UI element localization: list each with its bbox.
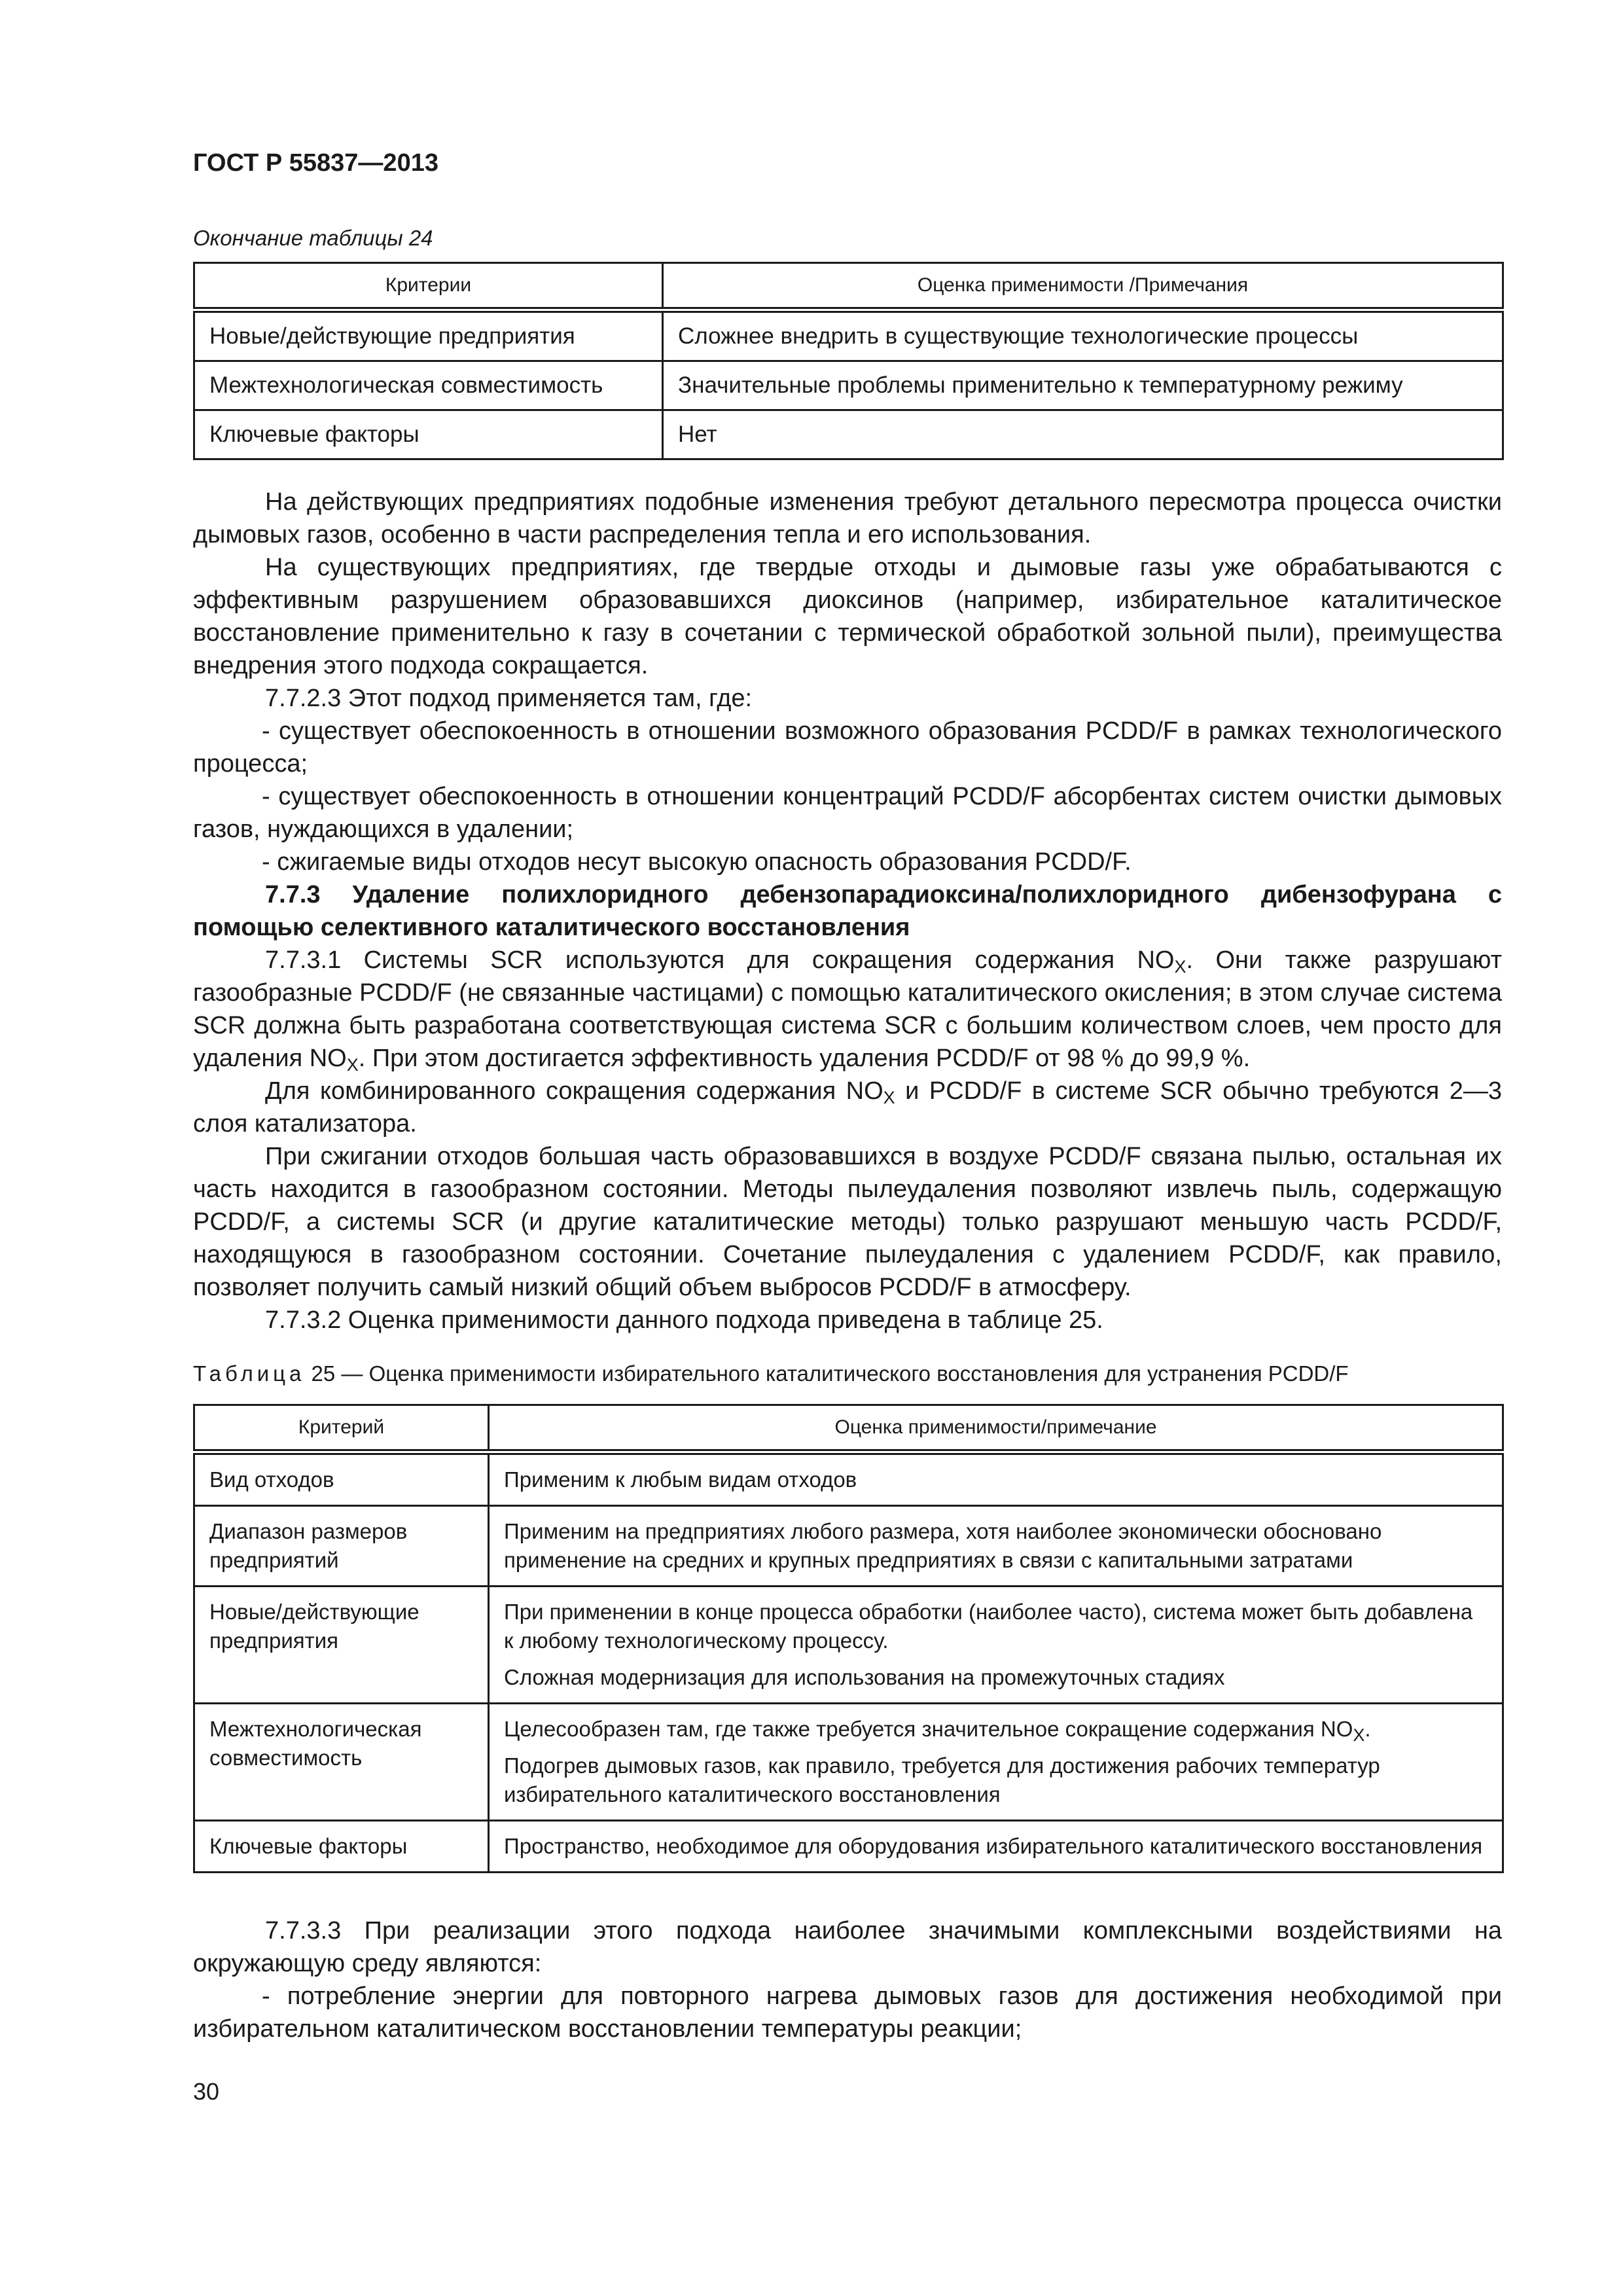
caption-label: Таблица bbox=[193, 1361, 306, 1386]
text-run: Для комбинированного сокращения содержания NO bbox=[265, 1077, 883, 1105]
text-run: 7.7.3.1 Системы SCR используются для сокращения содержания NO bbox=[265, 946, 1175, 974]
paragraph bbox=[193, 944, 1502, 1075]
table-cell: Диапазон размеров предприятий bbox=[194, 1506, 489, 1587]
paragraph: На существующих предприятиях, где твердые отходы и дымовые газы уже обрабатываются с эффективным разрушением образовавшихся диоксинов (например, избирательное каталитическое восстановление применительно к газу в сочетании с термической обработкой зольной пыли), преимущества внедрения этого подхода сокращается. bbox=[193, 554, 1502, 679]
table-row bbox=[194, 1704, 1503, 1821]
subscript: X bbox=[883, 1088, 895, 1107]
table-header-row bbox=[194, 263, 1503, 310]
table-row bbox=[194, 410, 1503, 459]
caption-text: 25 — Оценка применимости избирательного каталитического восстановления для устранения PCDD/F bbox=[305, 1361, 1349, 1386]
text-run: и PCDD/F в системе SCR обычно требуются 2—3 слоя катализатора. bbox=[193, 1077, 1503, 1138]
subscript: X bbox=[1174, 957, 1186, 977]
table-24 bbox=[193, 262, 1504, 460]
table-row bbox=[194, 1587, 1503, 1704]
table-cell: Применим к любым видам отходов bbox=[489, 1452, 1503, 1506]
paragraph bbox=[193, 1075, 1502, 1140]
text-run: Целесообразен там, где также требуется значительное сокращение содержания NO bbox=[504, 1717, 1353, 1741]
table-cell: Новые/действующие предприятия bbox=[194, 310, 663, 361]
table-cell: Межтехнологическая совместимость bbox=[194, 361, 663, 410]
body-text bbox=[193, 486, 1502, 1336]
table-cell: Сложнее внедрить в существующие технологические процессы bbox=[663, 310, 1503, 361]
table-row bbox=[194, 310, 1503, 361]
table-row bbox=[194, 361, 1503, 410]
page-number: 30 bbox=[193, 2078, 220, 2105]
column-header: Оценка применимости /Примечания bbox=[663, 263, 1503, 310]
table-cell: Значительные проблемы применительно к температурному режиму bbox=[663, 361, 1503, 410]
table-cell bbox=[489, 1704, 1503, 1821]
list-item: - потребление энергии для повторного нагрева дымовых газов для достижения необходимой при избирательном каталитическом восстановлении температуры реакции; bbox=[193, 1982, 1502, 2043]
list-item: - существует обеспокоенность в отношении возможного образования PCDD/F в рамках технологического процесса; bbox=[193, 717, 1502, 778]
table-cell: Нет bbox=[663, 410, 1503, 459]
paragraph: 7.7.3.2 Оценка применимости данного подхода приведена в таблице 25. bbox=[265, 1306, 1103, 1334]
cell-paragraph bbox=[504, 1715, 1488, 1744]
table-cell: Применим на предприятиях любого размера, хотя наиболее экономически обосновано применение на средних и крупных предприятиях в связи с капитальными затратами bbox=[489, 1506, 1503, 1587]
column-header: Критерий bbox=[194, 1405, 489, 1452]
document-id: ГОСТ Р 55837—2013 bbox=[193, 149, 438, 177]
table-cell: Вид отходов bbox=[194, 1452, 489, 1506]
table-cell: Межтехнологическая совместимость bbox=[194, 1704, 489, 1821]
text-run: . Они также разрушают газообразные PCDD/F (не связанные частицами) с помощью каталитического окисления; в этом случае система SCR должна быть разработана соответствующая система SCR с большим количеством слоев, чем просто для удаления NO bbox=[193, 946, 1502, 1072]
cell-paragraph: При применении в конце процесса обработки (наиболее часто), система может быть добавлена к любому технологическому процессу. bbox=[504, 1600, 1473, 1653]
text-run: . bbox=[1364, 1717, 1371, 1741]
paragraph: При сжигании отходов большая часть образовавшихся в воздухе PCDD/F связана пылью, остальная их часть находится в газообразном состоянии. Методы пылеудаления позволяют извлечь пыль, содержащую PCDD/F, а системы SCR (и другие каталитические методы) только разрушают меньшую часть PCDD/F, находящуюся в газообразном состоянии. Сочетание пылеудаления с удалением PCDD/F, как правило, позволяет получить самый низкий общий объем выбросов PCDD/F в атмосферу. bbox=[193, 1143, 1502, 1301]
list-item: - сжигаемые виды отходов несут высокую опасность образования PCDD/F. bbox=[262, 848, 1132, 876]
paragraph: 7.7.2.3 Этот подход применяется там, где: bbox=[265, 685, 753, 712]
subscript: X bbox=[346, 1055, 359, 1075]
cell-paragraph: Сложная модернизация для использования на промежуточных стадиях bbox=[504, 1665, 1225, 1689]
section-heading: 7.7.3 Удаление полихлоридного дебензопарадиоксина/полихлоридного дибензофурана с помощью селективного каталитического восстановления bbox=[193, 881, 1502, 941]
table-24-caption: Окончание таблицы 24 bbox=[193, 226, 433, 250]
paragraph: На действующих предприятиях подобные изменения требуют детального пересмотра процесса очистки дымовых газов, особенно в части распределения тепла и его использования. bbox=[193, 488, 1502, 548]
table-cell: Ключевые факторы bbox=[194, 410, 663, 459]
column-header: Критерии bbox=[194, 263, 663, 310]
table-cell: Пространство, необходимое для оборудования избирательного каталитического восстановления bbox=[489, 1821, 1503, 1873]
table-row bbox=[194, 1452, 1503, 1506]
table-25-caption bbox=[193, 1361, 1502, 1386]
table-cell: Новые/действующие предприятия bbox=[194, 1587, 489, 1704]
table-header-row bbox=[194, 1405, 1503, 1452]
subscript: X bbox=[1353, 1725, 1365, 1745]
table-row bbox=[194, 1821, 1503, 1873]
text-run: . При этом достигается эффективность удаления PCDD/F от 98 % до 99,9 %. bbox=[358, 1045, 1251, 1072]
paragraph: 7.7.3.3 При реализации этого подхода наиболее значимыми комплексными воздействиями на окружающую среду являются: bbox=[193, 1917, 1502, 1977]
cell-paragraph: Подогрев дымовых газов, как правило, требуется для достижения рабочих температур избирательного каталитического восстановления bbox=[504, 1753, 1380, 1806]
table-cell: Ключевые факторы bbox=[194, 1821, 489, 1873]
list-item: - существует обеспокоенность в отношении концентраций PCDD/F абсорбентах систем очистки дымовых газов, нуждающихся в удалении; bbox=[193, 783, 1502, 843]
body-text-continued bbox=[193, 1914, 1502, 2045]
column-header: Оценка применимости/примечание bbox=[489, 1405, 1503, 1452]
table-row bbox=[194, 1506, 1503, 1587]
table-25 bbox=[193, 1404, 1504, 1873]
table-cell bbox=[489, 1587, 1503, 1704]
